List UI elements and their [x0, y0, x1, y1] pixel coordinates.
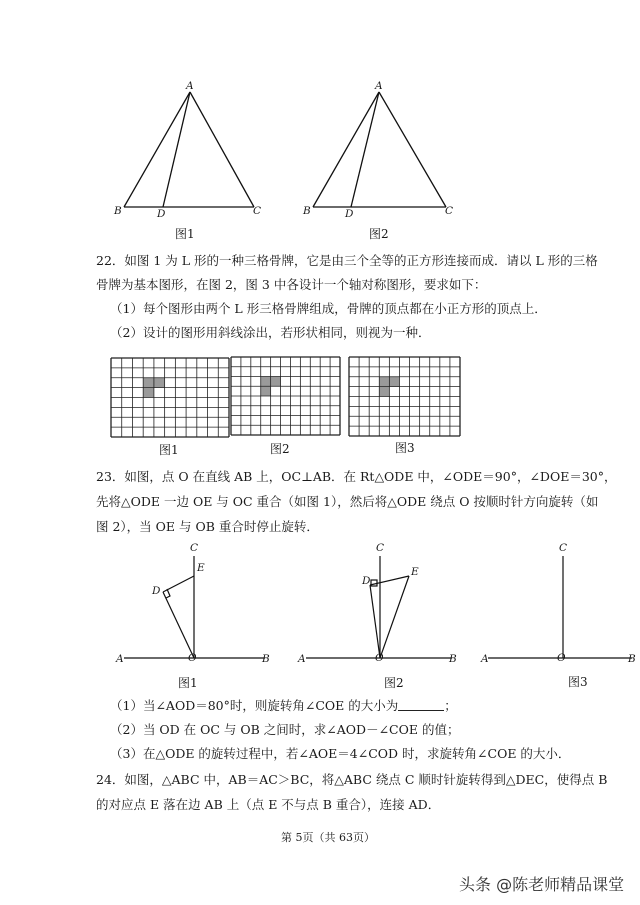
- q23-fig2-label-d: D: [362, 575, 371, 587]
- q23-fig3-label-b: B: [628, 653, 636, 665]
- q23-fig2-label-a: A: [298, 653, 306, 665]
- q23-fig1-label-d: D: [152, 585, 161, 597]
- fig21b-label-d: D: [345, 208, 354, 220]
- q23-caption-1: 图1: [178, 676, 198, 690]
- q23-answer-blank: [398, 698, 444, 711]
- q23-caption-3: 图3: [568, 675, 588, 689]
- q22-caption-3: 图3: [395, 441, 415, 455]
- q23-fig3-label-a: A: [481, 653, 489, 665]
- q23-line-2: 先将△ODE 一边 OE 与 OC 重合（如图 1），然后将△ODE 绕点 O 按顺时针方向旋转（如: [96, 494, 599, 509]
- page-footer: 第 5页（共 63页）: [281, 831, 375, 844]
- q22-line-2: 骨牌为基本图形，在图 2，图 3 中各设计一个轴对称图形，要求如下：: [96, 277, 487, 292]
- q22-requirement-1: （1）每个图形由两个 L 形三格骨牌组成，骨牌的顶点都在小正方形的顶点上．: [110, 301, 547, 316]
- q23-sub-1-end: ；: [444, 698, 457, 713]
- fig21-caption-2: 图2: [369, 227, 389, 241]
- q23-fig2-label-b: B: [449, 653, 457, 665]
- q23-fig1-label-o: O: [188, 652, 197, 664]
- fig21-label-b: B: [114, 205, 122, 217]
- watermark: 头条 @陈老师精品课堂: [459, 875, 625, 894]
- q22-requirement-2: （2）设计的图形用斜线涂出，若形状相同，则视为一种．: [110, 325, 431, 340]
- q23-line-3: 图 2），当 OE 与 OB 重合时停止旋转．: [96, 519, 319, 534]
- q24-line-2: 的对应点 E 落在边 AB 上（点 E 不与点 B 重合），连接 AD．: [96, 797, 441, 812]
- q23-sub-2: （2）当 OD 在 OC 与 OB 之间时，求∠AOD－∠COE 的值；: [110, 722, 460, 737]
- q23-fig2-label-e: E: [411, 566, 419, 578]
- q23-fig1-label-e: E: [197, 562, 205, 574]
- q23-sub-1: [110, 697, 457, 715]
- q24-line-1: 24．如图，△ABC 中，AB＝AC＞BC，将△ABC 绕点 C 顺时针旋转得到△DEC，使得点 B: [96, 772, 608, 787]
- q23-fig2-label-c: C: [376, 542, 385, 554]
- q23-fig3-label-c: C: [559, 542, 568, 554]
- q23-fig1-label-c: C: [190, 542, 199, 554]
- fig21-label-c: C: [253, 205, 262, 217]
- q23-fig1-label-b: B: [262, 653, 270, 665]
- q23-fig3-label-o: O: [557, 652, 566, 664]
- fig21-label-a: A: [186, 80, 194, 92]
- q23-caption-2: 图2: [384, 676, 404, 690]
- q23-fig2-label-o: O: [375, 652, 384, 664]
- q23-sub-1-text: （1）当∠AOD＝80°时，则旋转角∠COE 的大小为: [110, 698, 399, 713]
- fig21b-label-c: C: [445, 205, 454, 217]
- fig21-caption-1: 图1: [175, 227, 195, 241]
- q22-caption-2: 图2: [270, 442, 290, 456]
- q22-line-1: 22．如图 1 为 L 形的一种三格骨牌，它是由三个全等的正方形连接而成．请以 L 形的三格: [96, 253, 598, 268]
- fig21b-label-b: B: [303, 205, 311, 217]
- fig21b-label-a: A: [375, 80, 383, 92]
- fig21-label-d: D: [157, 208, 166, 220]
- q23-line-1: 23．如图，点 O 在直线 AB 上，OC⊥AB．在 Rt△ODE 中，∠ODE＝90°，∠DOE＝30°，: [96, 469, 617, 484]
- q22-caption-1: 图1: [159, 443, 179, 457]
- q23-fig1-label-a: A: [116, 653, 124, 665]
- q23-sub-3: （3）在△ODE 的旋转过程中，若∠AOE＝4∠COD 时，求旋转角∠COE 的大小．: [110, 746, 571, 761]
